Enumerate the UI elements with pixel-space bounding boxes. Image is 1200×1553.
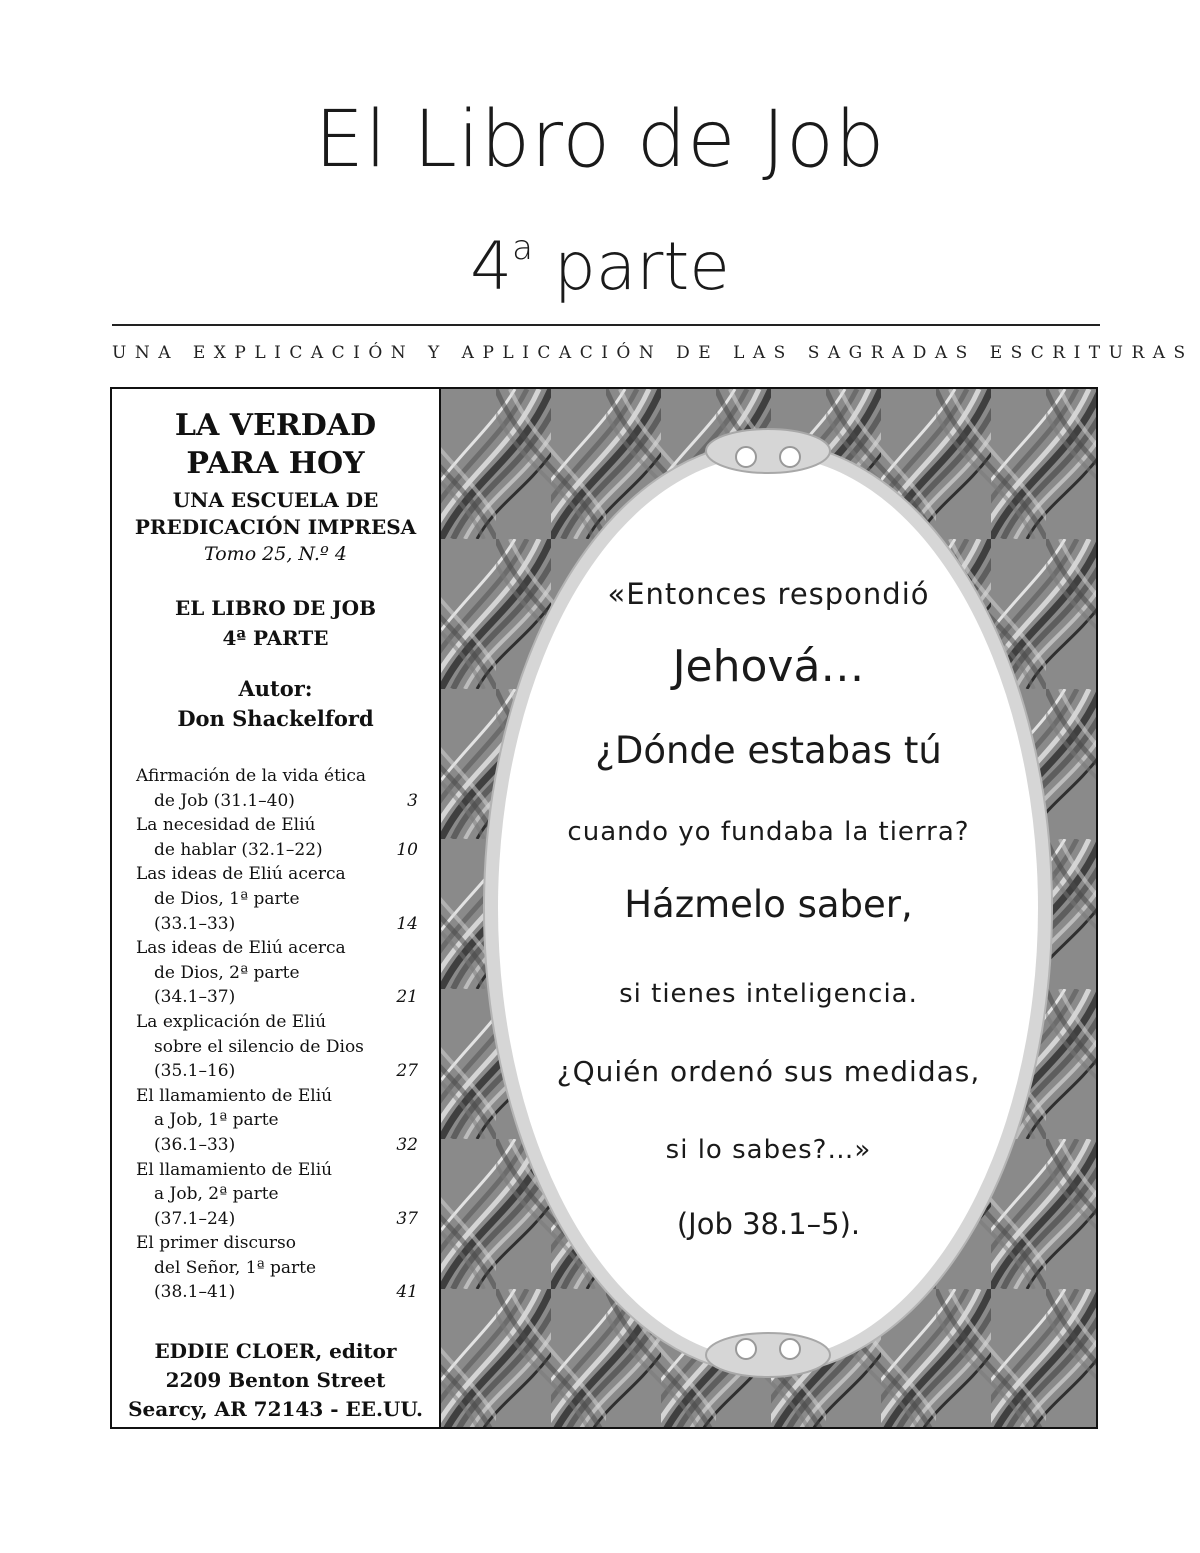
book-heading bbox=[112, 593, 439, 653]
toc-entry bbox=[136, 813, 418, 862]
toc-entry bbox=[136, 1010, 418, 1084]
book-line-2: 4ª PARTE bbox=[222, 626, 329, 650]
part-ordinal: a bbox=[512, 228, 533, 268]
quote-line-7: ¿Quién ordenó sus medidas, bbox=[556, 1055, 981, 1088]
toc-entry-text: (34.1–37) bbox=[154, 987, 236, 1008]
toc-entry-text: Afirmación de la vida ética bbox=[136, 766, 367, 786]
toc-entry bbox=[136, 1158, 418, 1232]
toc-entry bbox=[136, 764, 418, 813]
toc-entry-text: de Job (31.1–40) bbox=[154, 790, 295, 811]
author-block bbox=[112, 674, 439, 734]
school-line-1: UNA ESCUELA DE bbox=[172, 488, 379, 512]
toc-entry bbox=[136, 862, 418, 936]
book-title: El Libro de Job bbox=[314, 95, 886, 185]
toc-entry-text: La explicación de Eliú bbox=[136, 1011, 327, 1032]
toc-entry-text: sobre el silencio de Dios bbox=[154, 1036, 364, 1057]
quote-line-3: ¿Dónde estabas tú bbox=[595, 729, 942, 772]
toc-page-number: 10 bbox=[396, 839, 418, 860]
part-word: parte bbox=[553, 228, 730, 305]
toc-entry-text: (37.1–24) bbox=[154, 1208, 236, 1229]
toc-entry bbox=[136, 936, 418, 1010]
toc-entry-text: de Dios, 1ª parte bbox=[154, 888, 300, 909]
toc-page-number: 32 bbox=[396, 1134, 418, 1155]
toc-page-number: 14 bbox=[396, 913, 418, 934]
series-title bbox=[112, 407, 439, 483]
toc-entry-text: Las ideas de Eliú acerca bbox=[136, 864, 346, 885]
toc-entry-text: (36.1–33) bbox=[154, 1134, 236, 1155]
header-divider bbox=[112, 324, 1100, 326]
part-subtitle bbox=[0, 228, 1200, 305]
cover-panel bbox=[110, 387, 1098, 1429]
toc-entry-text: del Señor, 1ª parte bbox=[154, 1257, 317, 1278]
series-line-2: PARA HOY bbox=[186, 446, 365, 481]
editor-name: EDDIE CLOER, editor bbox=[154, 1339, 397, 1363]
quote-reference: (Job 38.1–5). bbox=[676, 1207, 861, 1241]
author-name: Don Shackelford bbox=[177, 706, 374, 731]
toc-entry-text: El llamamiento de Eliú bbox=[136, 1159, 333, 1180]
toc-page-number: 21 bbox=[396, 987, 418, 1008]
volume-number: Tomo 25, N.º 4 bbox=[204, 543, 347, 565]
toc-entry-text: de hablar (32.1–22) bbox=[154, 839, 323, 860]
author-label: Autor: bbox=[238, 676, 313, 701]
toc-entry-text: Las ideas de Eliú acerca bbox=[136, 938, 346, 959]
toc-entry-text: a Job, 1ª parte bbox=[154, 1110, 279, 1131]
toc-entry-text: El primer discurso bbox=[136, 1233, 297, 1254]
editor-street: 2209 Benton Street bbox=[165, 1368, 386, 1392]
toc-entry-text: El llamamiento de Eliú bbox=[136, 1085, 333, 1106]
school-title bbox=[112, 487, 439, 541]
quote-line-5: Házmelo saber, bbox=[624, 883, 913, 926]
series-line-1: LA VERDAD bbox=[174, 408, 377, 443]
toc-entry-text: de Dios, 2ª parte bbox=[154, 962, 300, 983]
quote-line-2: Jehová… bbox=[672, 641, 865, 692]
marbled-artwork bbox=[441, 389, 1096, 1427]
toc-entry-text: a Job, 2ª parte bbox=[154, 1184, 279, 1205]
toc-entry-text: (33.1–33) bbox=[154, 913, 236, 934]
toc-page-number: 37 bbox=[396, 1208, 418, 1229]
toc-entry bbox=[136, 1231, 418, 1305]
school-line-2: PREDICACIÓN IMPRESA bbox=[134, 515, 417, 539]
toc-page-number: 27 bbox=[396, 1061, 418, 1082]
quote-line-6: si tienes inteligencia. bbox=[619, 979, 918, 1009]
book-line-1: EL LIBRO DE JOB bbox=[175, 596, 376, 620]
toc-entry-text: La necesidad de Eliú bbox=[136, 815, 316, 836]
toc-entry-text: (38.1–41) bbox=[154, 1282, 236, 1303]
toc-page-number: 41 bbox=[396, 1282, 418, 1303]
info-sidebar bbox=[112, 389, 441, 1427]
quote-line-1: «Entonces respondió bbox=[607, 577, 930, 611]
tagline: UNA EXPLICACIÓN Y APLICACIÓN DE LAS SAGRADAS ESCRITURAS bbox=[112, 343, 1194, 363]
scripture-quote bbox=[441, 389, 1096, 1427]
toc-entry bbox=[136, 1084, 418, 1158]
part-number: 4 bbox=[470, 228, 513, 305]
quote-line-8: si lo sabes?…» bbox=[665, 1135, 872, 1165]
toc-entry-text: (35.1–16) bbox=[154, 1061, 236, 1082]
table-of-contents bbox=[136, 764, 418, 1305]
editor-city: Searcy, AR 72143 - EE.UU. bbox=[128, 1397, 423, 1421]
toc-page-number: 3 bbox=[407, 790, 418, 811]
editor-block bbox=[112, 1337, 439, 1424]
quote-line-4: cuando yo fundaba la tierra? bbox=[567, 817, 970, 847]
